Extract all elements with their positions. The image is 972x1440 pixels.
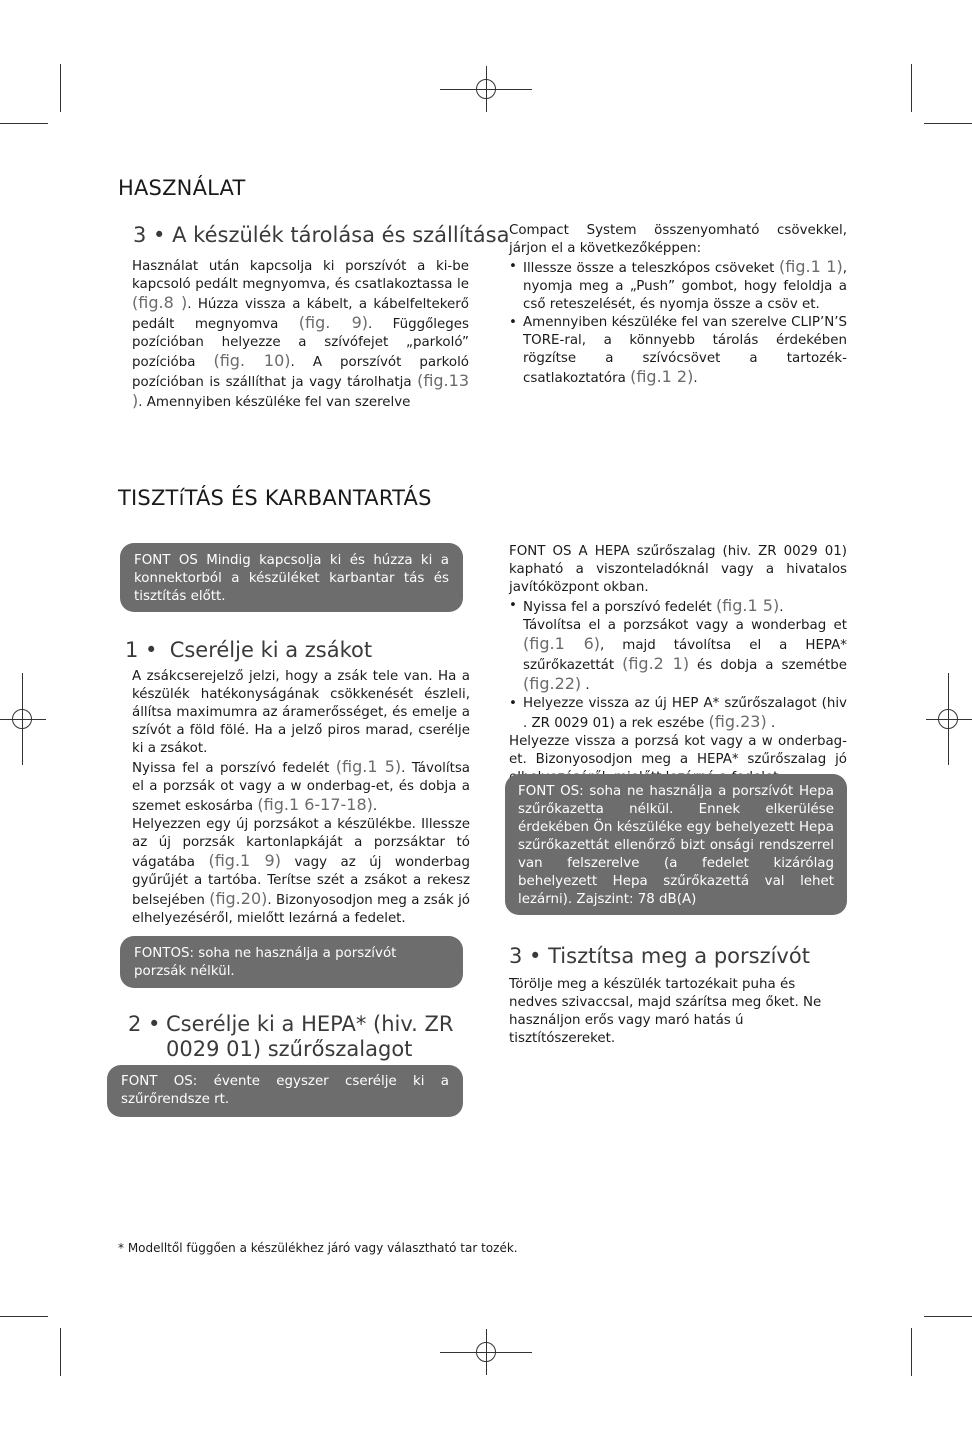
figure-reference: (fig. 9)	[298, 313, 368, 332]
subsection-title-hepa	[128, 1012, 468, 1062]
registration-circle	[12, 709, 32, 729]
note-text: FONTOS: soha ne használja a porszívót porzsák nélkül.	[134, 946, 397, 979]
crop-mark	[911, 1328, 912, 1376]
text: Illessze össze a teleszkópos csöveket	[523, 261, 780, 276]
important-note	[107, 1065, 463, 1117]
paragraph: Helyezze vissza a porzsá kot vagy a w onderbag-et. Bizonyosodjon meg a HEPA* szűrőszalag jó	[509, 734, 847, 767]
paragraph: Compact System összenyomható csövekkel, járjon el a következőképpen:	[509, 223, 847, 256]
list-item	[509, 597, 847, 695]
subsection-title-text: A készülék tárolása és szállítása	[172, 223, 510, 247]
crop-mark	[924, 123, 972, 124]
crop-mark	[60, 1328, 61, 1376]
note-text: FONT OS: évente egyszer cserélje ki a szűrőrendsze rt.	[121, 1074, 449, 1107]
subsection-title-text: Tisztítsa meg a porszívót	[548, 944, 810, 968]
paragraph: FONT OS A HEPA szűrőszalag (hiv. ZR 0029 01) kapható a viszonteladóknál vagy a hivatalos javítóközpont okban.	[509, 544, 847, 595]
subsection-number: 2 •	[128, 1012, 161, 1036]
subsection-title-text: Cserélje ki a zsákot	[169, 638, 373, 662]
text: .	[581, 678, 590, 693]
note-text: FONT OS Mindig kapcsolja ki és húzza ki a konnektorból a készüléket karbantar tás és tisztítás előtt.	[134, 553, 449, 604]
figure-reference: (fig.1 1)	[779, 257, 843, 276]
text: . Függőleges pozícióban helyezze a szívófejet „parkoló” pozícióba	[132, 317, 469, 370]
section-title-cleaning: TISZTíTÁS ÉS KARBANTARTÁS	[118, 486, 432, 510]
text: .	[779, 600, 784, 615]
figure-reference: (fig.1 6)	[523, 634, 601, 653]
figure-reference: (fig.13 )	[132, 371, 469, 410]
subsection-number: 3 •	[509, 944, 542, 968]
paragraph: Törölje meg a készülék tartozékait puha és nedves szivaccsal, majd szárítsa meg őket. Ne használjon erős vagy maró hatás ú tisztítószereket.	[509, 977, 822, 1046]
paragraph	[132, 816, 470, 928]
text: . Távolítsa el a porzsák ot vagy a w onderbag-et, és dobja a szemet eskosárba	[132, 761, 471, 814]
crop-mark	[924, 1316, 972, 1317]
paragraph: A zsákcserejelző jelzi, hogy a zsák tele van. Ha a készülék hatékonyságának csökkenését észleli, állítsa maximumra az áramerősséget, és emelje a szívót a föld fölé. Ha a jelző piros marad, cserélje ki a zsákot.	[132, 669, 470, 756]
text: Nyissa fel a porszívó fedelét	[132, 761, 336, 776]
subsection-title-text: Cserélje ki a HEPA* (hiv. ZR 0029 01) szűrőszalagot	[166, 1012, 454, 1061]
text: vagy az új wonderbag gyűrűjét a tartóba. Terítse szét a zsákot a rekesz belsejében	[132, 855, 470, 908]
bullet-list	[509, 597, 847, 733]
subsection-title-bag	[125, 638, 372, 663]
registration-circle	[476, 79, 496, 99]
footnote: * Modelltől függően a készülékhez járó vagy választható tar tozék.	[118, 1241, 518, 1255]
crop-mark	[911, 64, 912, 112]
list-item	[509, 314, 847, 388]
text: Nyissa fel a porszívó fedelét	[523, 600, 716, 615]
registration-circle	[476, 1342, 496, 1362]
text: és dobja a szemétbe	[689, 658, 847, 673]
hepa-paragraphs	[509, 543, 847, 787]
registration-circle	[938, 709, 958, 729]
text: . A porszívót parkoló pozícióban is szállíthat ja vagy tárolhatja	[132, 355, 469, 390]
figure-reference: (fig.8 )	[132, 293, 188, 312]
crop-mark	[60, 64, 61, 112]
figure-reference: (fig. 10)	[213, 351, 291, 370]
figure-reference: (fig.22)	[523, 674, 582, 693]
important-note	[505, 774, 847, 915]
figure-reference: (fig.20)	[209, 889, 268, 908]
figure-reference: (fig.1 5)	[715, 596, 780, 615]
text: . Amennyiben készüléke fel van szerelve	[138, 395, 411, 410]
subsection-number: 1 •	[125, 638, 158, 662]
important-note	[120, 543, 463, 612]
figure-reference: (fig.1 2)	[630, 367, 694, 386]
text: Helyezzen egy új porzsákot a készülékbe. Illessze az új porzsák kartonlapkáját a porzsáktar tó vágatába	[132, 817, 470, 870]
paragraph	[132, 258, 469, 412]
text: .	[693, 371, 698, 386]
storage-paragraph-right	[509, 222, 847, 388]
text: , majd távolítsa el a HEPA* szűrőkazettát	[523, 638, 848, 673]
text: . Húzza vissza a kábelt, a kábelfeltekerő pedált megnyomva	[132, 297, 469, 332]
subsection-title-clean-vacuum	[509, 944, 810, 969]
clean-vacuum-paragraph	[509, 976, 847, 1048]
figure-reference: (fig.1 6-17-18)	[257, 795, 373, 814]
note-text: FONT OS: soha ne használja a porszívót Hepa szűrőkazetta nélkül. Ennek elkerülése érdekében Ön készüléke egy behelyezett Hepa szűrőkazettát ellenőrző bizt onsági rendszerrel van felszerelve (a fedelet kizárólag behelyezett Hepa szűrőkazettá val lehet lezárni). Zajszint: 78 dB(A)	[518, 784, 834, 907]
storage-paragraph-left	[132, 258, 469, 412]
text: .	[766, 716, 776, 731]
text: Távolítsa el a porzsákot vagy a wonderbag et	[523, 618, 847, 633]
text: . Bizonyosodjon meg a zsák jó elhelyezéséről, mielőtt lezárná a fedelet.	[132, 893, 470, 926]
subsection-title-storage	[133, 223, 509, 248]
figure-reference: (fig.23)	[708, 712, 767, 731]
text: Amennyiben készüléke fel van szerelve CLIP’N’S TORE-ral, a könnyebb tárolás érdekében rögzítse a szívócsövet a tartozék-csatlakoztatóra	[523, 315, 847, 386]
bullet-list	[509, 258, 847, 388]
subsection-number: 3 •	[133, 223, 166, 247]
text: , nyomja meg a „Push” gombot, hogy feloldja a cső reteszelését, és nyomja össze a csöv et.	[523, 261, 847, 312]
section-title-usage: HASZNÁLAT	[118, 176, 246, 200]
list-item	[509, 258, 847, 314]
crop-mark	[0, 1316, 48, 1317]
figure-reference: (fig.1 9)	[208, 851, 281, 870]
list-item	[509, 695, 847, 733]
crop-mark	[0, 123, 48, 124]
figure-reference: (fig.1 5)	[335, 757, 402, 776]
text: Használat után kapcsolja ki porszívót a ki-be kapcsoló pedált megnyomva, és csatlakoztassa le	[132, 259, 469, 292]
important-note	[120, 936, 463, 988]
text: Helyezze vissza az új HEP A* szűrőszalagot (hiv . ZR 0029 01) a rek eszébe	[523, 696, 847, 731]
paragraph	[132, 758, 470, 816]
bag-paragraphs	[132, 668, 470, 928]
text: .	[372, 799, 378, 814]
figure-reference: (fig.2 1)	[622, 654, 690, 673]
